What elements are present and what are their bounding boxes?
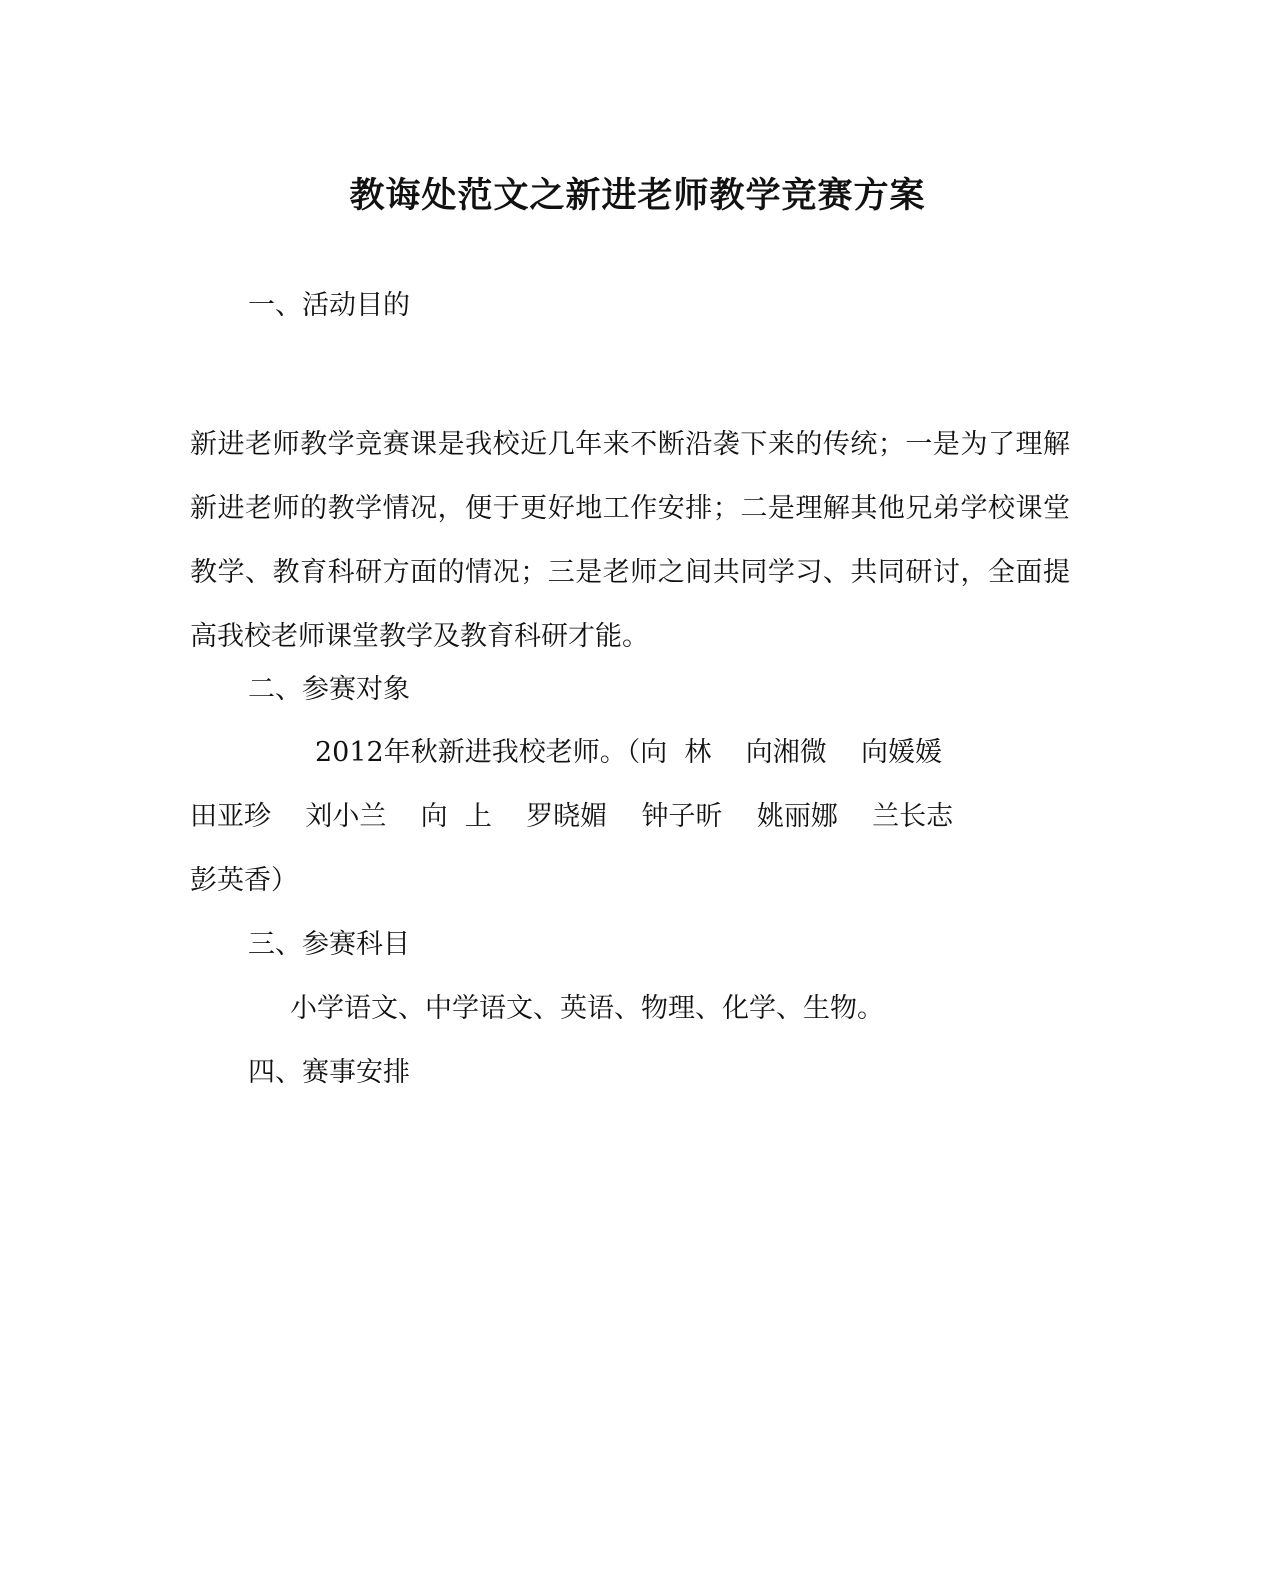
section-2-line-2: 田亚珍 刘小兰 向 上 罗晓媚 钟子昕 姚丽娜 兰长志 [190, 801, 954, 832]
section-1-body: 新进老师教学竞赛课是我校近几年来不断沿袭下来的传统；一是为了理解新进老师的教学情况，便于更好地工作安排；二是理解其他兄弟学校课堂教学、教育科研方面的情况；三是老师之间共同学习、共同研讨，全面提高我校老师课堂教学及教育科研才能。 [190, 429, 1070, 652]
section-1-heading: 一、活动目的 [248, 290, 410, 321]
section-3-heading: 三、参赛科目 [248, 929, 410, 960]
section-2-line-3: 彭英香） [190, 865, 298, 896]
document-title: 教诲处范文之新进老师教学竞赛方案 [349, 175, 926, 216]
section-2-line-1: 2012年秋新进我校老师。（向 林 向湘微 向媛媛 [315, 737, 943, 768]
section-4-heading: 四、赛事安排 [248, 1057, 410, 1088]
section-3-body: 小学语文、中学语文、英语、物理、化学、生物。 [290, 993, 884, 1024]
section-2-heading: 二、参赛对象 [248, 674, 410, 705]
